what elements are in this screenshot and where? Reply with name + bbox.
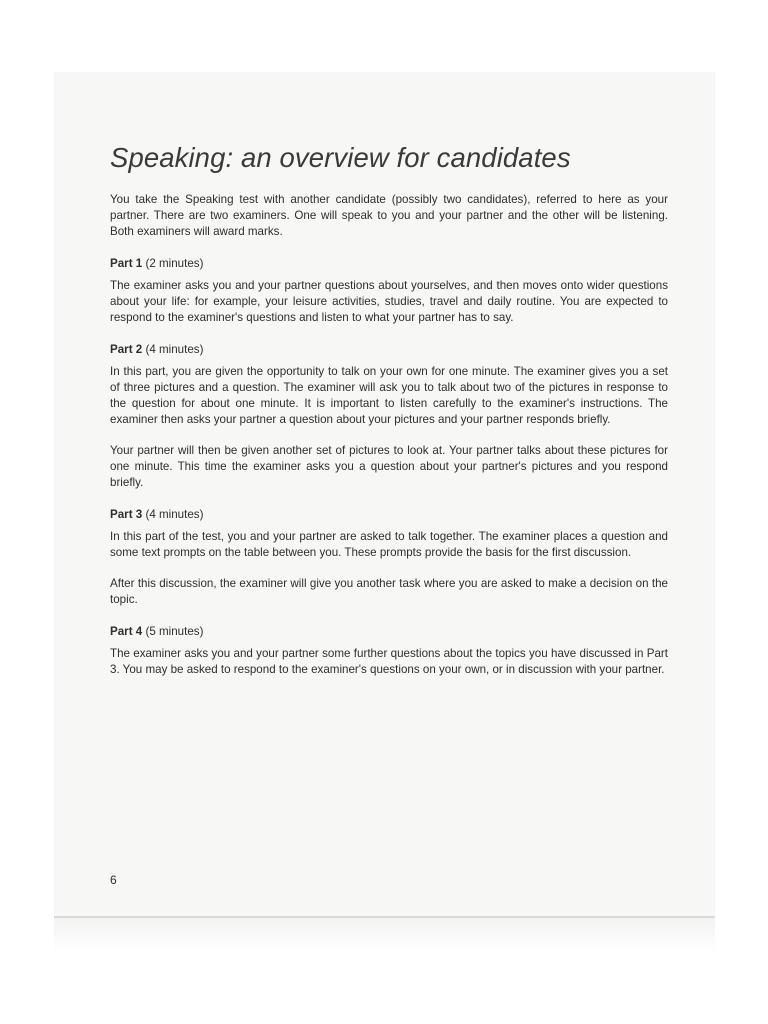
part-4-heading [110,624,668,640]
part-3-paragraph-2: After this discussion, the examiner will give you another task where you are asked to make a decision on the topic. [110,577,668,606]
page-number: 6 [110,873,117,887]
part-1-duration: (2 minutes) [145,257,204,270]
part-3-heading [110,507,668,523]
part-2-paragraph-1: In this part, you are given the opportunity to talk on your own for one minute. The examiner gives you a set of three pictures and a question. The examiner will ask you to talk about two of the pictures in response to the question for about one minute. It is important to listen carefully to the examiner's instructions. The examiner then asks your partner a question about your pictures and your partner responds briefly. [110,365,668,426]
part-2-label: Part 2 [110,343,143,356]
part-3-paragraph-1: In this part of the test, you and your partner are asked to talk together. The examiner places a question and some text prompts on the table between you. These prompts provide the basis for the first discussion. [110,530,668,559]
intro-paragraph: You take the Speaking test with another candidate (possibly two candidates), referred to here as your partner. There are two examiners. One will speak to you and your partner and the other will be listening. Both examiners will award marks. [110,193,668,238]
part-1-paragraph-1: The examiner asks you and your partner questions about yourselves, and then moves onto wider questions about your life: for example, your leisure activities, studies, travel and daily routine. You are expected to respond to the examiner's questions and listen to what your partner has to say. [110,279,668,324]
part-2-heading [110,342,668,358]
page-title: Speaking: an overview for candidates [110,142,571,173]
part-2-paragraph-2: Your partner will then be given another set of pictures to look at. Your partner talks about these pictures for one minute. This time the examiner asks you a question about your partner's pictures and you respond briefly. [110,444,668,489]
part-1-label: Part 1 [110,257,143,270]
part-4-label: Part 4 [110,625,143,638]
part-4-paragraph-1: The examiner asks you and your partner some further questions about the topics you have discussed in Part 3. You may be asked to respond to the examiner's questions on your own, or in discussion with your partner. [110,647,668,676]
part-4-duration: (5 minutes) [145,625,204,638]
part-1-heading [110,256,668,272]
page-bottom-shadow [54,918,715,952]
part-2-duration: (4 minutes) [145,343,204,356]
part-3-label: Part 3 [110,508,143,521]
part-3-duration: (4 minutes) [145,508,204,521]
document-body [110,140,668,678]
